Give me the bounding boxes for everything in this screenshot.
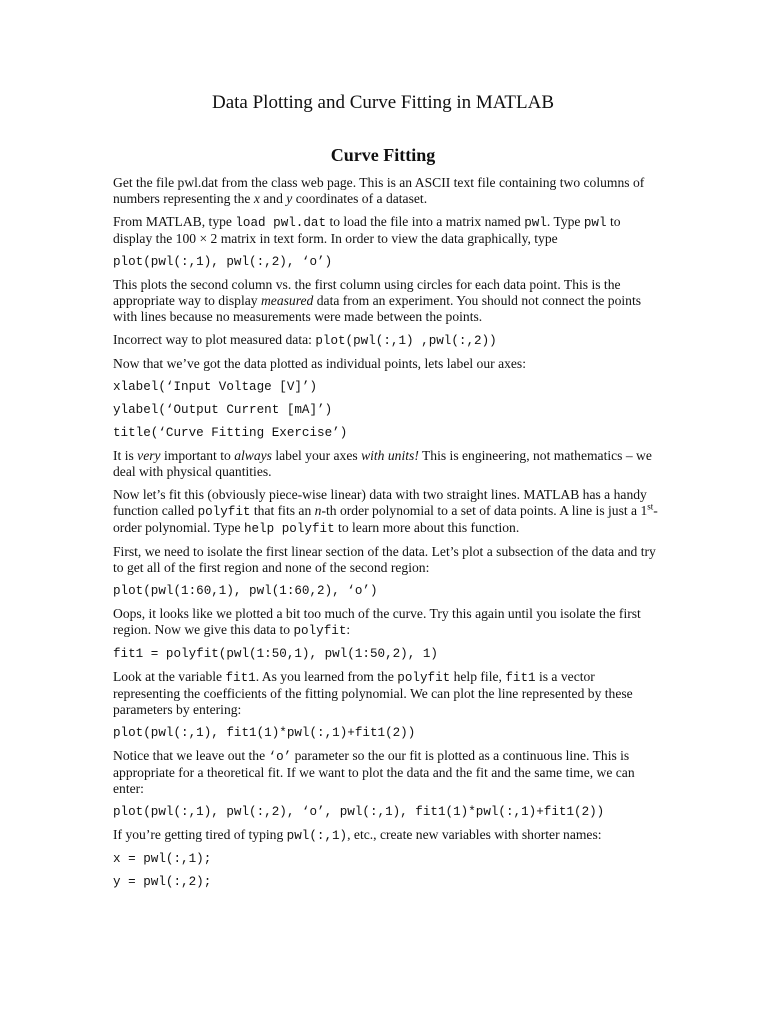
- code-ylabel: ylabel(‘Output Current [mA]’): [113, 403, 333, 417]
- paragraph-units: It is very important to always label your axes with units! This is engineering, not mathematics – we deal with physical quantities.: [113, 448, 652, 479]
- paragraph-measured-data: This plots the second column vs. the first column using circles for each data point. This is the appropriate way to display measured data from an experiment. You should not connect the points with lines because no measurements were made between the points.: [113, 277, 642, 324]
- paragraph-incorrect-plot: Incorrect way to plot measured data: plot(pwl(:,1) ,pwl(:,2)): [113, 332, 497, 348]
- paragraph-isolate-section: First, we need to isolate the first linear section of the data. Let’s plot a subsection of the data and try to get all of the first region and none of the second region:: [113, 544, 656, 575]
- code-y-variable: y = pwl(:,2);: [113, 875, 212, 889]
- code-polyfit: fit1 = polyfit(pwl(1:50,1), pwl(1:50,2), 1): [113, 647, 438, 661]
- code-x-variable: x = pwl(:,1);: [113, 852, 212, 866]
- paragraph-load-file: From MATLAB, type load pwl.dat to load the file into a matrix named pwl. Type pwl to display the 100 × 2 matrix in text form. In order to view the data graphically, type: [113, 214, 621, 246]
- paragraph-polyfit-intro: Now let’s fit this (obviously piece-wise linear) data with two straight lines. MATLAB has a handy function called polyfit that fits an n-th order polynomial to a set of data points. A line is just a 1st-order polynomial. Type help polyfit to learn more about this function.: [113, 487, 658, 536]
- code-title: title(‘Curve Fitting Exercise’): [113, 426, 348, 440]
- paragraph-oops: Oops, it looks like we plotted a bit too much of the curve. Try this again until you isolate the first region. Now we give this data to polyfit:: [113, 606, 641, 638]
- code-plot-data-and-fit: plot(pwl(:,1), pwl(:,2), ‘o’, pwl(:,1), fit1(1)*pwl(:,1)+fit1(2)): [113, 805, 605, 819]
- paragraph-label-axes: Now that we’ve got the data plotted as individual points, lets label our axes:: [113, 356, 527, 371]
- code-plot-subsection: plot(pwl(1:60,1), pwl(1:60,2), ‘o’): [113, 584, 378, 598]
- code-plot-points: plot(pwl(:,1), pwl(:,2), ‘o’): [113, 255, 333, 269]
- paragraph-continuous-line: Notice that we leave out the ‘o’ parameter so the our fit is plotted as a continuous line. This is appropriate for a theoretical fit. If we want to plot the data and the fit and the same time, we can enter:: [113, 748, 635, 796]
- code-plot-fit: plot(pwl(:,1), fit1(1)*pwl(:,1)+fit1(2)): [113, 726, 416, 740]
- paragraph-shorter-names: If you’re getting tired of typing pwl(:,1), etc., create new variables with shorter names:: [113, 827, 602, 843]
- paragraph-get-file: Get the file pwl.dat from the class web page. This is an ASCII text file containing two columns of numbers representing the x and y coordinates of a dataset.: [113, 175, 645, 206]
- document-title: Data Plotting and Curve Fitting in MATLAB: [212, 92, 554, 113]
- section-title: Curve Fitting: [330, 145, 436, 165]
- document-body: [113, 175, 658, 890]
- code-xlabel: xlabel(‘Input Voltage [V]’): [113, 380, 318, 394]
- paragraph-fit-variable: Look at the variable fit1. As you learned from the polyfit help file, fit1 is a vector representing the coefficients of the fitting polynomial. We can plot the line represented by these parameters by entering:: [113, 669, 633, 717]
